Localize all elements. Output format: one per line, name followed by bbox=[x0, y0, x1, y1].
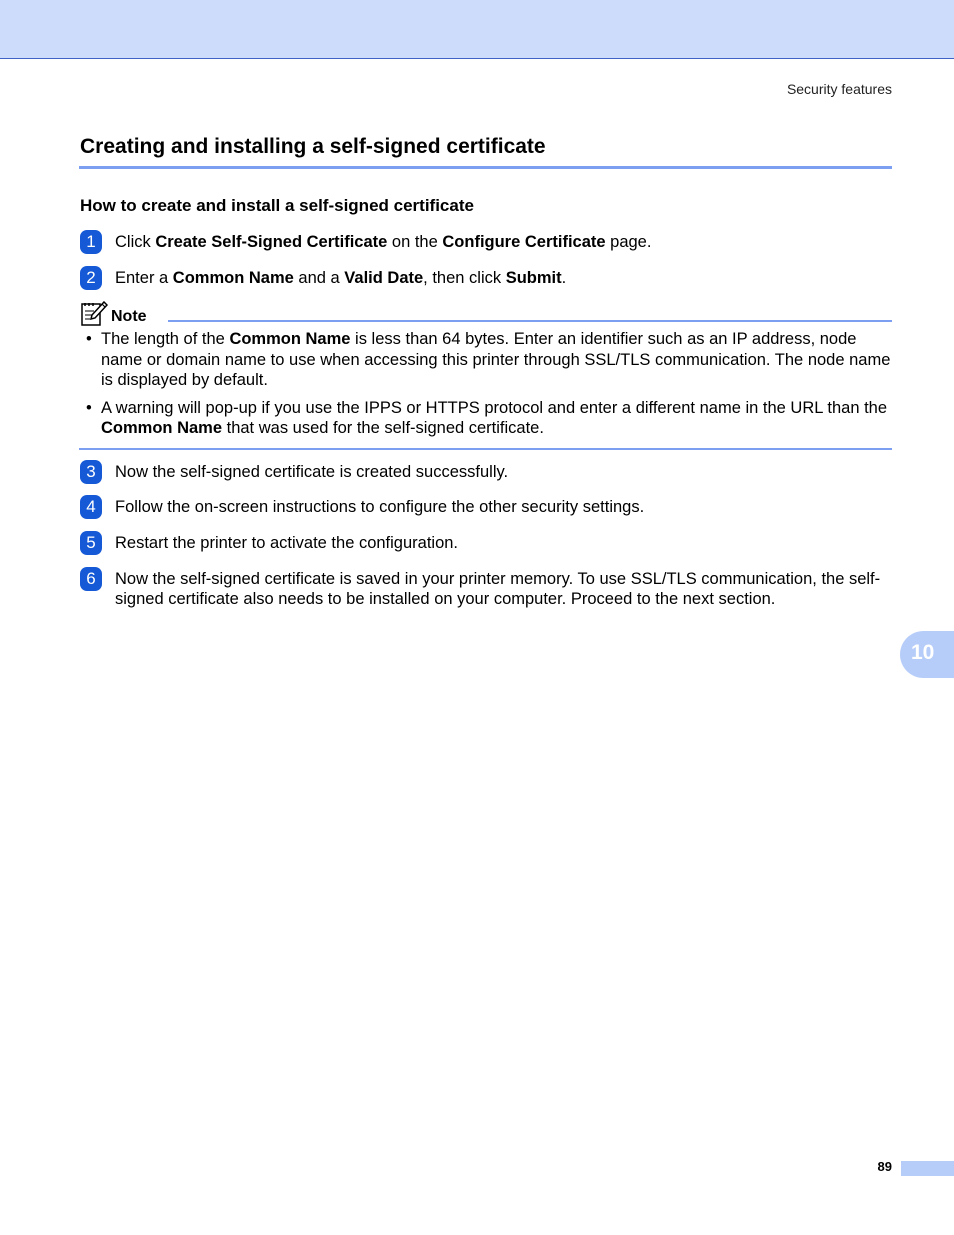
chapter-number: 10 bbox=[911, 641, 935, 664]
top-header-band bbox=[0, 0, 954, 59]
step-number-badge: 5 bbox=[80, 531, 102, 555]
page-number-tab bbox=[901, 1161, 954, 1176]
step-number-badge: 2 bbox=[80, 266, 102, 290]
note-header bbox=[80, 301, 892, 323]
step-number-badge: 1 bbox=[80, 230, 102, 254]
step-2 bbox=[80, 268, 892, 288]
step-number-badge: 4 bbox=[80, 495, 102, 519]
step-5 bbox=[80, 533, 892, 553]
step-text: Restart the printer to activate the configuration. bbox=[115, 534, 459, 552]
step-4 bbox=[80, 497, 892, 517]
page-number: 89 bbox=[877, 1159, 892, 1174]
step-1 bbox=[80, 232, 892, 252]
step-text: Now the self-signed certificate is created successfully. bbox=[115, 463, 509, 481]
note-bottom-rule bbox=[79, 448, 892, 450]
step-text: Follow the on-screen instructions to configure the other security settings. bbox=[115, 498, 645, 516]
note-item: • A warning will pop-up if you use the IPPS or HTTPS protocol and enter a different name in the URL than the Common Name that was used for the self-signed certificate. bbox=[86, 398, 888, 437]
step-number-badge: 6 bbox=[80, 567, 102, 591]
running-header: Security features bbox=[786, 81, 892, 97]
step-text: Now the self-signed certificate is saved in your printer memory. To use SSL/TLS communication, the self-signed certificate also needs to be installed on your computer. Proceed to the next section. bbox=[115, 570, 881, 608]
note-item: • The length of the Common Name is less than 64 bytes. Enter an identifier such as an IP address, node name or domain name to use when accessing this printer through SSL/TLS communication. The node name is displayed by default. bbox=[86, 330, 891, 389]
step-6 bbox=[80, 569, 892, 609]
note-label: Note bbox=[111, 308, 147, 325]
step-number-badge: 3 bbox=[80, 460, 102, 484]
section-title: Creating and installing a self-signed certificate bbox=[80, 135, 546, 158]
chapter-tab bbox=[900, 631, 954, 678]
step-3 bbox=[80, 462, 892, 482]
note-pencil-icon bbox=[80, 301, 108, 332]
bullet: • bbox=[86, 398, 92, 417]
step-text: Click Create Self-Signed Certificate on the Configure Certificate page. bbox=[115, 233, 652, 251]
step-text: Enter a Common Name and a Valid Date, then click Submit. bbox=[115, 269, 567, 287]
note-top-rule bbox=[168, 320, 892, 322]
section-title-rule bbox=[79, 166, 892, 169]
note-list bbox=[80, 329, 892, 446]
bullet: • bbox=[86, 330, 92, 348]
section-subtitle: How to create and install a self-signed certificate bbox=[80, 196, 474, 215]
